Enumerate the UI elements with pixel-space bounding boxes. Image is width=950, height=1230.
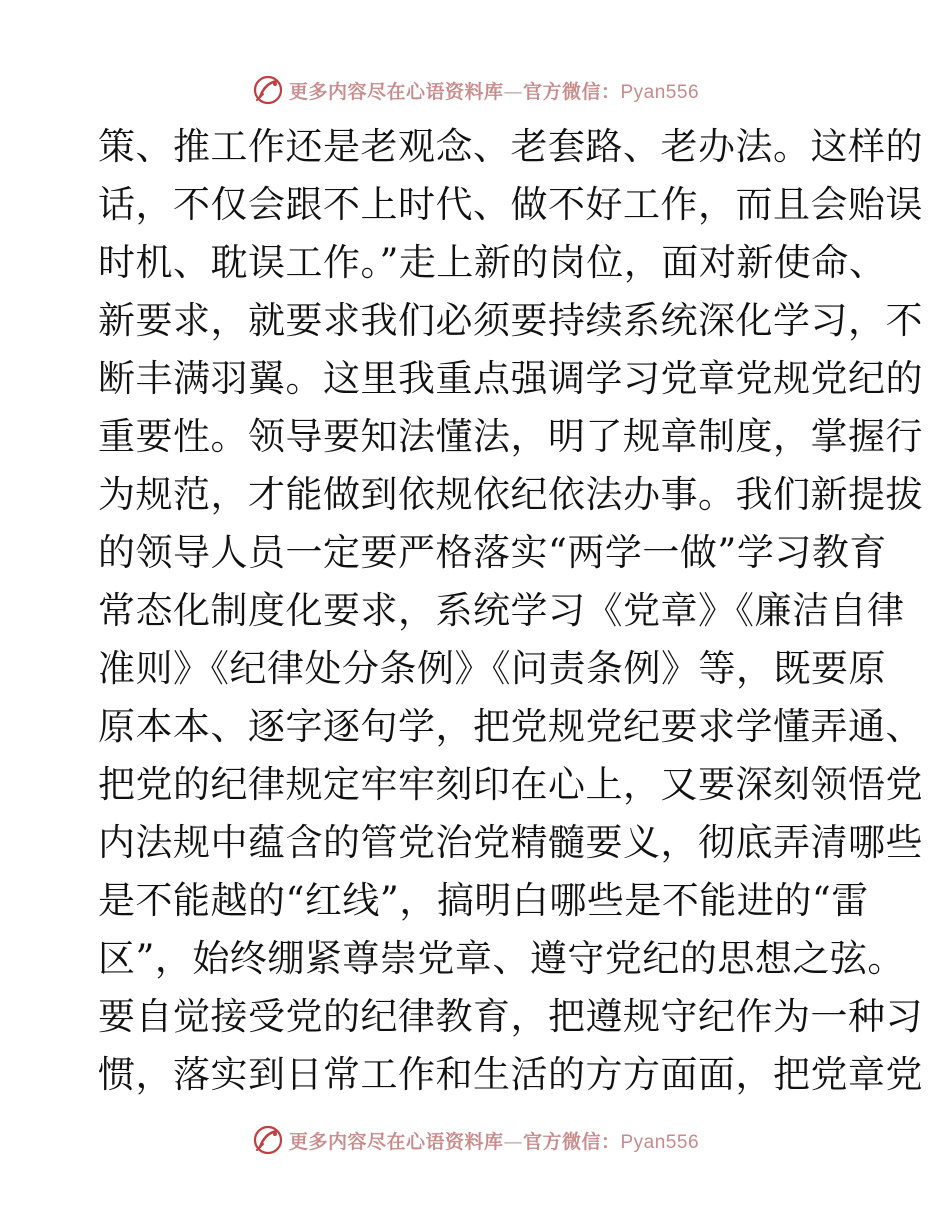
body-text xyxy=(98,118,923,1104)
watermark-official: 官方微信： xyxy=(522,1130,621,1153)
text-line: 的领导人员一定要严格落实“两学一做”学习教育 xyxy=(98,531,887,574)
footer-watermark xyxy=(0,1120,950,1160)
text-line: 惯，落实到日常工作和生活的方方面面，把党章党 xyxy=(98,1053,923,1096)
watermark-wechat-id: Pyan556 xyxy=(620,81,700,103)
text-line: 时机、耽误工作。”走上新的岗位，面对新使命、 xyxy=(98,241,887,284)
text-line: 常态化制度化要求，系统学习《党章》《廉洁自律 xyxy=(98,589,905,632)
watermark-dash: — xyxy=(503,80,523,103)
text-line: 话，不仅会跟不上时代、做不好工作，而且会贻误 xyxy=(98,183,923,226)
signature-pen-logo-icon xyxy=(251,1123,285,1157)
header-watermark xyxy=(0,70,950,110)
text-line: 断丰满羽翼。这里我重点强调学习党章党规党纪的 xyxy=(98,357,923,400)
watermark-text: 更多内容尽在心语资料库 xyxy=(288,1130,504,1153)
watermark-text: 更多内容尽在心语资料库 xyxy=(288,80,504,103)
text-line: 是不能越的“红线”，搞明白哪些是不能进的“雷 xyxy=(98,879,869,922)
text-line: 策、推工作还是老观念、老套路、老办法。这样的 xyxy=(98,125,923,168)
text-line: 重要性。领导要知法懂法，明了规章制度，掌握行 xyxy=(98,415,923,458)
text-line: 为规范，才能做到依规依纪依法办事。我们新提拔 xyxy=(98,473,923,516)
text-line: 新要求，就要求我们必须要持续系统深化学习，不 xyxy=(98,299,923,342)
watermark-dash: — xyxy=(503,1130,523,1153)
watermark-wechat-id: Pyan556 xyxy=(620,1131,700,1153)
text-line: 准则》《纪律处分条例》《问责条例》等，既要原 xyxy=(98,647,886,690)
text-line: 要自觉接受党的纪律教育，把遵规守纪作为一种习 xyxy=(98,995,923,1038)
text-line: 区”，始终绷紧尊崇党章、遵守党纪的思想之弦。 xyxy=(98,937,905,980)
signature-pen-logo-icon xyxy=(251,73,285,107)
watermark-official: 官方微信： xyxy=(522,80,621,103)
text-line: 原本本、逐字逐句学，把党规党纪要求学懂弄通、 xyxy=(98,705,923,748)
text-line: 把党的纪律规定牢牢刻印在心上，又要深刻领悟党 xyxy=(98,763,923,806)
text-line: 内法规中蕴含的管党治党精髓要义，彻底弄清哪些 xyxy=(98,821,923,864)
